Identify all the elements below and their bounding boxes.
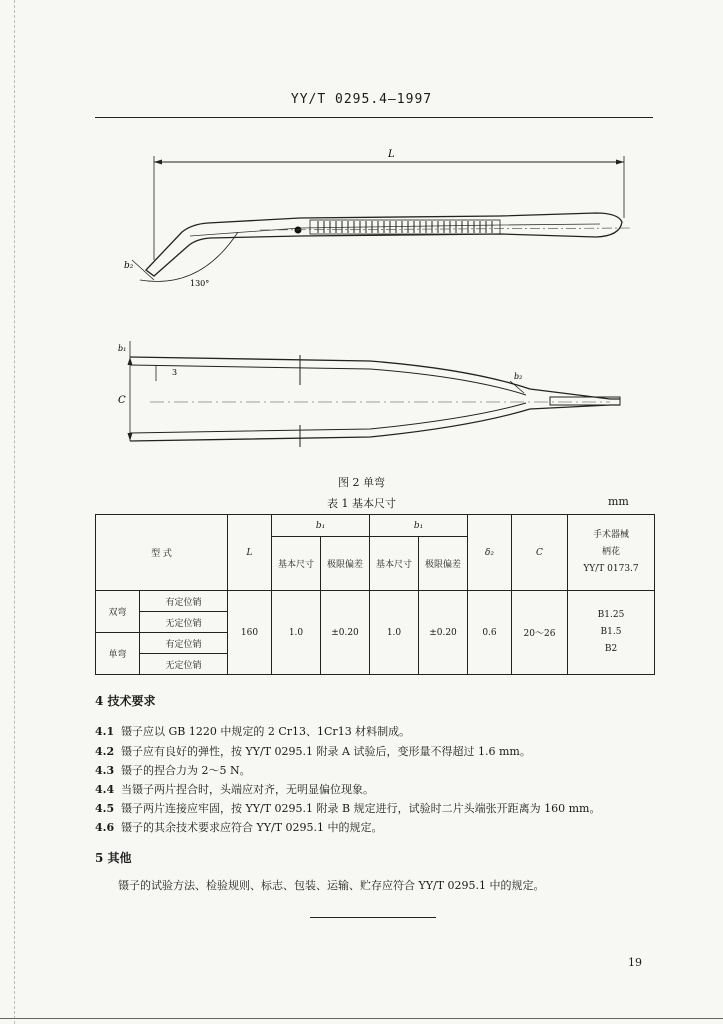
val-handle-2: B1.5 bbox=[600, 627, 622, 637]
clause-4-1: 4.1 镊子应以 GB 1220 中规定的 2 Cr13、1Cr13 材料制成。 bbox=[95, 725, 411, 738]
dim-3-label: 3 bbox=[172, 368, 178, 377]
dim-L-label: L bbox=[388, 149, 395, 160]
val-handle-1: B1.25 bbox=[597, 610, 625, 620]
dim-b2-label: b₂ bbox=[514, 372, 523, 381]
row-with-pin: 有定位销 bbox=[140, 591, 228, 612]
section-5-text: 镊子的试验方法、检验规则、标志、包装、运输、贮存应符合 YY/T 0295.1 中的规定。 bbox=[118, 879, 545, 892]
tip-width-label: b₂ bbox=[124, 261, 134, 271]
hdr-b2: δ₂ bbox=[468, 515, 512, 591]
hdr-b1b: b₁ bbox=[370, 515, 468, 537]
dim-C-arrow-bottom bbox=[128, 433, 133, 441]
val-handle-3: B2 bbox=[604, 644, 618, 654]
doc-code-header: YY/T 0295.4—1997 bbox=[290, 92, 433, 107]
row-without-pin: 无定位销 bbox=[140, 654, 228, 675]
upper-arm-inner bbox=[130, 365, 526, 395]
val-handle bbox=[568, 591, 655, 675]
table-unit: mm bbox=[608, 495, 629, 508]
dim-C-arrow-top bbox=[128, 357, 133, 365]
group-single-bend: 单弯 bbox=[96, 633, 140, 675]
hdr-handle bbox=[568, 515, 655, 591]
forceps-top-view-drawing bbox=[110, 140, 640, 300]
hdr-b1b-basic: 基本尺寸 bbox=[370, 537, 419, 591]
row-without-pin: 无定位销 bbox=[140, 612, 228, 633]
hdr-handle-line3: YY/T 0173.7 bbox=[583, 564, 639, 574]
row-with-pin: 有定位销 bbox=[140, 633, 228, 654]
hdr-L: L bbox=[228, 515, 272, 591]
hdr-b1-basic: 基本尺寸 bbox=[272, 537, 321, 591]
clause-4-3: 4.3 镊子的捏合力为 2～5 N。 bbox=[95, 764, 251, 777]
page-number: 19 bbox=[628, 956, 642, 969]
grip-serration-area bbox=[310, 220, 500, 234]
hdr-handle-line2: 柄花 bbox=[601, 547, 620, 557]
hdr-b1-tol: 极限偏差 bbox=[321, 537, 370, 591]
val-b2: 0.6 bbox=[468, 591, 512, 675]
hdr-b1b-tol: 极限偏差 bbox=[419, 537, 468, 591]
hdr-type: 型 式 bbox=[96, 515, 228, 591]
angle-arc bbox=[140, 232, 238, 281]
clause-4-4: 4.4 当镊子两片捏合时，头端应对齐，无明显偏位现象。 bbox=[95, 783, 374, 796]
val-b1-basic: 1.0 bbox=[272, 591, 321, 675]
section-4-title: 4 技术要求 bbox=[95, 694, 156, 708]
tip-end bbox=[550, 397, 620, 405]
val-L: 160 bbox=[228, 591, 272, 675]
end-rule bbox=[310, 917, 436, 918]
forceps-side-view-drawing bbox=[110, 335, 630, 450]
tip-dim-line bbox=[132, 260, 154, 280]
header-rule bbox=[95, 117, 653, 118]
hdr-b1: b₁ bbox=[272, 515, 370, 537]
table-caption: 表 1 基本尺寸 bbox=[327, 497, 396, 510]
val-C: 20～26 bbox=[512, 591, 568, 675]
lower-arm-outline bbox=[130, 405, 620, 441]
section-5-title: 5 其他 bbox=[95, 851, 132, 865]
dim-b1-label: b₁ bbox=[118, 344, 127, 353]
clause-4-6: 4.6 镊子的其余技术要求应符合 YY/T 0295.1 中的规定。 bbox=[95, 821, 383, 834]
figure-caption: 图 2 单弯 bbox=[338, 476, 385, 489]
val-b1b-basic: 1.0 bbox=[370, 591, 419, 675]
angle-label: 130° bbox=[190, 279, 210, 288]
group-double-bend: 双弯 bbox=[96, 591, 140, 633]
hdr-handle-line1: 手术器械 bbox=[592, 530, 629, 540]
hdr-C: C bbox=[512, 515, 568, 591]
basic-dimensions-table bbox=[95, 514, 655, 675]
clause-4-5: 4.5 镊子两片连接应牢固，按 YY/T 0295.1 附录 B 规定进行，试验时二片头端张开距离为 160 mm。 bbox=[95, 802, 601, 815]
scan-bottom-edge bbox=[0, 1018, 723, 1019]
val-b1b-tol: ±0.20 bbox=[419, 591, 468, 675]
val-b1-tol: ±0.20 bbox=[321, 591, 370, 675]
dim-L-arrow-left bbox=[154, 160, 162, 165]
clause-4-2: 4.2 镊子应有良好的弹性，按 YY/T 0295.1 附录 A 试验后，变形量不得超过 1.6 mm。 bbox=[95, 745, 531, 758]
dim-C-label: C bbox=[118, 395, 126, 406]
upper-arm-outline bbox=[130, 357, 620, 399]
dim-L-arrow-right bbox=[616, 160, 624, 165]
centerline-top bbox=[260, 228, 630, 230]
lower-arm-inner bbox=[130, 403, 526, 433]
scan-margin-line bbox=[14, 0, 15, 1024]
